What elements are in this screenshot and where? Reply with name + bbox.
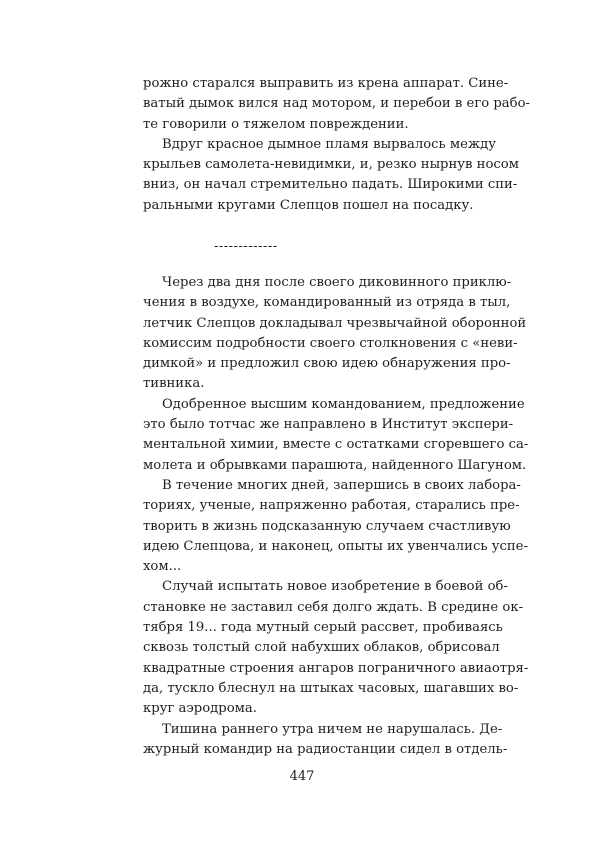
- text-line: В течение многих дней, запершись в своих лабора-: [162, 477, 521, 493]
- page-number: 447: [289, 769, 315, 784]
- section-separator: -------------: [214, 239, 278, 254]
- text-block-top: [143, 74, 530, 216]
- text-line: это было тотчас же направлено в Институт экспери-: [143, 417, 514, 433]
- paragraph: [143, 577, 529, 719]
- text-line: становке не заставил себя долго ждать. В средине ок-: [143, 599, 524, 615]
- text-line: Одобренное высшим командованием, предложение: [162, 396, 525, 412]
- text-line: да, тускло блеснул на штыках часовых, шагавших во-: [143, 680, 519, 696]
- text-line: круг аэродрома.: [143, 701, 257, 717]
- text-line: журный командир на радиостанции сидел в отдель-: [143, 741, 508, 757]
- text-line: рожно старался выправить из крена аппарат. Сине-: [143, 76, 509, 91]
- text-line: Вдруг красное дымное пламя вырвалось между: [162, 136, 496, 152]
- text-line: чения в воздухе, командированный из отряда в тыл,: [143, 295, 511, 311]
- text-line: тивника.: [143, 376, 205, 392]
- text-line: ториях, ученые, напряженно работая, старались пре-: [143, 498, 520, 514]
- paragraph: [143, 74, 530, 135]
- text-line: хом...: [143, 559, 182, 575]
- text-line: Через два дня после своего диковинного приклю-: [162, 275, 512, 290]
- paragraph: [143, 395, 529, 476]
- text-line: крыльев самолета-невидимки, и, резко нырнув носом: [143, 157, 519, 173]
- text-line: димкой» и предложил свою идею обнаружения про-: [143, 356, 511, 372]
- paragraph: [143, 476, 528, 577]
- paragraph: [143, 135, 519, 216]
- text-line: творить в жизнь подсказанную случаем счастливую: [143, 518, 511, 534]
- text-line: Тишина раннего утра ничем не нарушалась. Де-: [162, 721, 503, 737]
- text-line: идею Слепцова, и наконец, опыты их увенчались успе-: [143, 538, 528, 554]
- text-line: комиссим подробности своего столкновения с «неви-: [143, 335, 518, 351]
- text-line: те говорили о тяжелом повреждении.: [143, 116, 409, 132]
- text-line: Случай испытать новое изобретение в боевой об-: [162, 579, 508, 595]
- text-line: летчик Слепцов докладывал чрезвычайной оборонной: [143, 315, 527, 331]
- text-line: молета и обрывками парашюта, найденного Шагуном.: [143, 457, 527, 473]
- text-line: квадратные строения ангаров пограничного авиаотря-: [143, 660, 529, 676]
- text-line: вниз, он начал стремительно падать. Широкими спи-: [143, 177, 518, 193]
- text-line: ватый дымок вился над мотором, и перебои в его рабо-: [143, 96, 530, 112]
- text-line: тября 19... года мутный серый рассвет, пробиваясь: [143, 620, 503, 636]
- paragraph: [143, 720, 508, 761]
- text-line: ментальной химии, вместе с остатками сгоревшего са-: [143, 437, 529, 453]
- text-block-main: [143, 273, 529, 760]
- paragraph: [143, 273, 527, 395]
- text-line: сквозь толстый слой набухших облаков, обрисовал: [143, 640, 500, 656]
- text-line: ральными кругами Слепцов пошел на посадку.: [143, 197, 474, 213]
